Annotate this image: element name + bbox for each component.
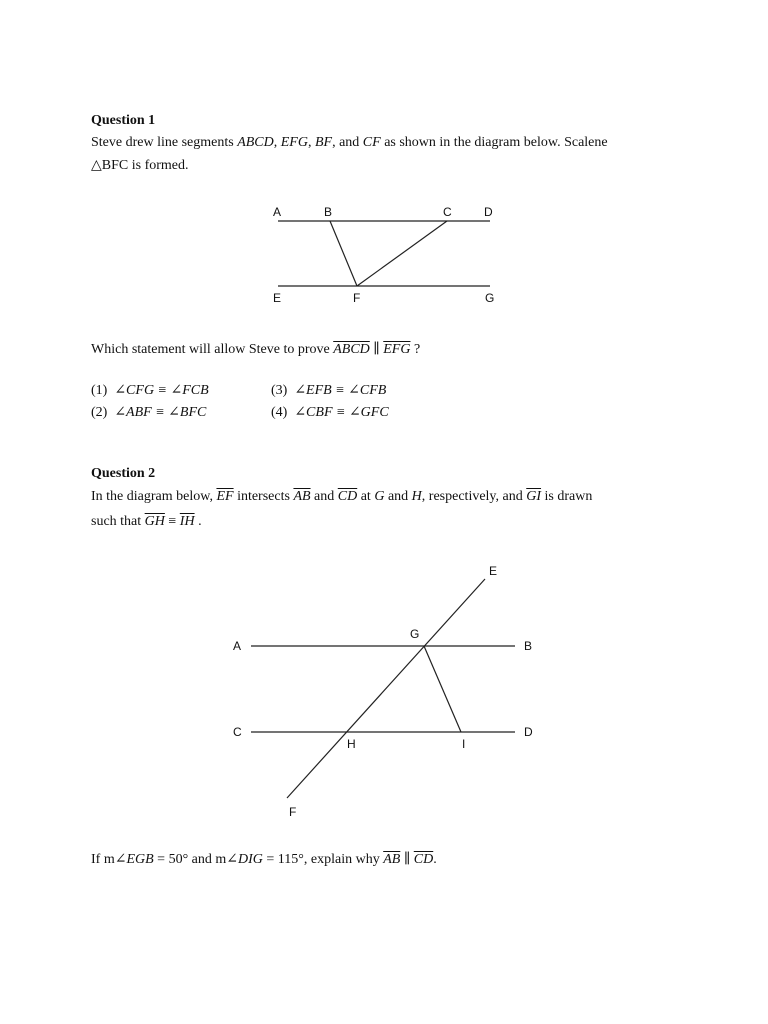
q1-diagram: [278, 221, 490, 286]
q2-text-line-1: In the diagram below, $\overline{EF}$ intersects $\overline{AB}$ and $\overline{CD}$ at G and H, respectively, and $\overline{GI}$ is drawn: [91, 489, 593, 504]
q1-segment-cf: [357, 221, 447, 286]
q2-label-e: E: [489, 564, 498, 578]
q2-label-i: I: [462, 737, 466, 751]
q1-label-e: E: [273, 291, 282, 305]
q2-diagram: [251, 579, 515, 798]
q1-choice-3: (3) ∠EFB ≡ ∠CFB: [271, 383, 387, 398]
q2-label-h: H: [347, 737, 356, 751]
q1-choice-4: (4) ∠CBF ≡ ∠GFC: [271, 405, 389, 420]
q1-label-d: D: [484, 205, 493, 219]
q2-label-d: D: [524, 725, 533, 739]
q2-label-a: A: [233, 639, 242, 653]
q1-choice-2: (2) ∠ABF ≡ ∠BFC: [91, 405, 207, 420]
q2-label-b: B: [524, 639, 533, 653]
q1-label-a: A: [273, 205, 282, 219]
q1-text-line-2: △BFC is formed.: [91, 158, 189, 173]
q2-text-line-2: such that $\overline{GH} \equiv \overline{IH}$ .: [91, 514, 202, 529]
q1-text-line-1: Steve drew line segments ABCD, EFG, BF, and CF as shown in the diagram below. Scalene: [91, 135, 608, 150]
q1-choice-1: (1) ∠CFG ≡ ∠FCB: [91, 383, 209, 398]
q1-label-g: G: [485, 291, 495, 305]
q1-prompt: Which statement will allow Steve to prove ABCD ∥ $\overline{EFG}$ ?: [91, 342, 421, 357]
q1-segment-bf: [330, 221, 357, 286]
q1-label-c: C: [443, 205, 452, 219]
question-2-title: Question 2: [91, 466, 156, 481]
q2-line-ef: [287, 579, 485, 798]
q1-label-b: B: [324, 205, 333, 219]
q2-label-c: C: [233, 725, 242, 739]
q2-label-g: G: [410, 627, 420, 641]
q2-segment-gi: [424, 646, 461, 732]
q2-label-f: F: [289, 805, 297, 819]
q1-label-f: F: [353, 291, 361, 305]
q2-final-question: If m∠EGB = 50° and m∠DIG = 115°, explain why $\overline{AB}$ ∥ $\overline{CD}$.: [91, 852, 437, 867]
question-1-title: Question 1: [91, 113, 156, 128]
